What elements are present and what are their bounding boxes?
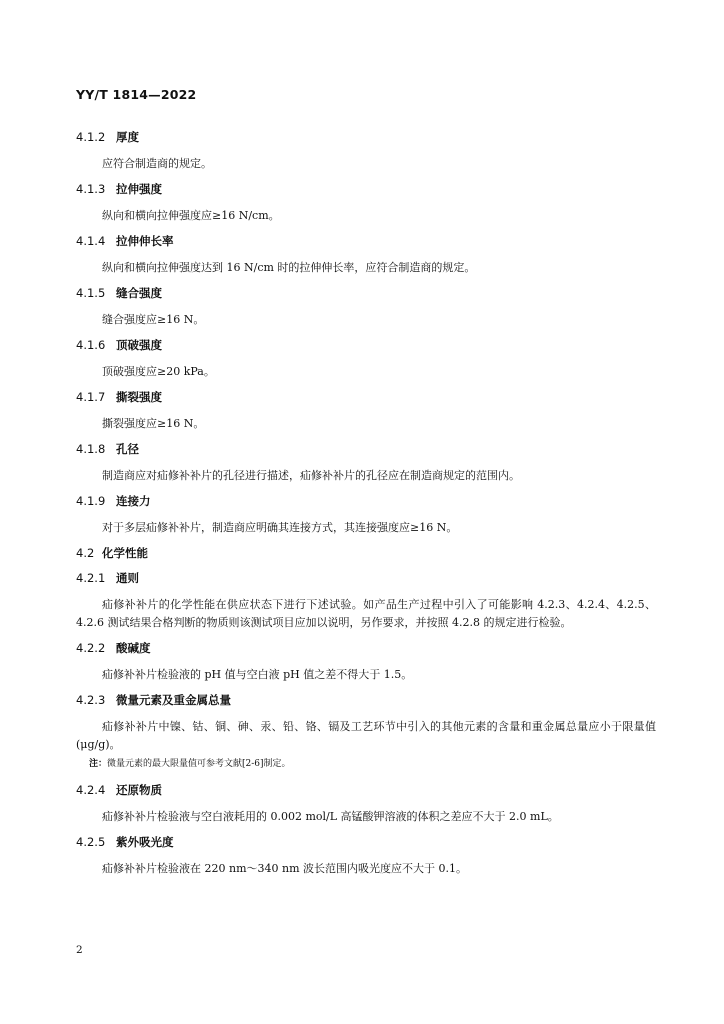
section-4-2-3	[76, 691, 656, 772]
section-text: 顶破强度应≥20 kPa。	[102, 365, 215, 378]
section-heading: 4.1.3 拉伸强度	[76, 182, 162, 196]
section-heading: 4.1.9 连接力	[76, 494, 151, 508]
section-heading: 4.2 化学性能	[76, 546, 148, 560]
section-4-2-2	[76, 639, 656, 684]
section-heading: 4.2.4 还原物质	[76, 783, 162, 797]
section-text: 疝修补补片的化学性能在供应状态下进行下述试验。如产品生产过程中引入了可能影响 4.2.3、4.2.4、4.2.5、4.2.6 测试结果合格判断的物质则该测试项目应加以说明，另作要求，并按照 4.2.8 的规定进行检验。	[76, 598, 656, 629]
section-text: 缝合强度应≥16 N。	[102, 313, 205, 326]
section-text: 疝修补补片中镍、钴、铜、砷、汞、铅、铬、镉及工艺环节中引入的其他元素的含量和重金属总量应小于限量值(μg/g)。	[76, 720, 656, 751]
document-body	[76, 128, 656, 878]
section-4-2-4	[76, 781, 656, 826]
section-heading: 4.2.3 微量元素及重金属总量	[76, 693, 231, 707]
standard-code-header: YY/T 1814—2022	[76, 87, 197, 102]
section-4-1-9	[76, 492, 656, 537]
section-text: 对于多层疝修补补片，制造商应明确其连接方式，其连接强度应≥16 N。	[102, 521, 458, 534]
section-text: 应符合制造商的规定。	[102, 157, 212, 170]
section-heading: 4.1.7 撕裂强度	[76, 390, 162, 404]
section-4-2	[76, 544, 656, 562]
note-label: 注：	[89, 759, 108, 769]
section-4-1-3	[76, 180, 656, 225]
section-text: 纵向和横向拉伸强度应≥16 N/cm。	[102, 209, 280, 222]
section-heading: 4.2.2 酸碱度	[76, 641, 151, 655]
section-text: 撕裂强度应≥16 N。	[102, 417, 205, 430]
section-text: 疝修补补片检验液在 220 nm～340 nm 波长范围内吸光度应不大于 0.1。	[102, 862, 467, 875]
section-text: 疝修补补片检验液与空白液耗用的 0.002 mol/L 高锰酸钾溶液的体积之差应不大于 2.0 mL。	[102, 810, 559, 823]
section-heading: 4.2.5 紫外吸光度	[76, 835, 174, 849]
section-text: 制造商应对疝修补补片的孔径进行描述，疝修补补片的孔径应在制造商规定的范围内。	[102, 469, 520, 482]
section-heading: 4.1.8 孔径	[76, 442, 139, 456]
section-heading: 4.1.4 拉伸伸长率	[76, 234, 174, 248]
section-4-1-7	[76, 388, 656, 433]
section-4-1-8	[76, 440, 656, 485]
section-4-1-2	[76, 128, 656, 173]
section-heading: 4.1.2 厚度	[76, 130, 139, 144]
section-4-1-5	[76, 284, 656, 329]
section-4-1-4	[76, 232, 656, 277]
section-heading: 4.1.5 缝合强度	[76, 286, 162, 300]
section-heading: 4.2.1 通则	[76, 571, 139, 585]
section-4-2-5	[76, 833, 656, 878]
section-heading: 4.1.6 顶破强度	[76, 338, 162, 352]
section-text: 纵向和横向拉伸强度达到 16 N/cm 时的拉伸伸长率，应符合制造商的规定。	[102, 261, 476, 274]
note-text: 微量元素的最大限量值可参考文献[2-6]制定。	[107, 759, 291, 769]
page-number: 2	[76, 944, 83, 956]
section-note	[76, 756, 656, 772]
section-4-2-1	[76, 569, 656, 632]
section-4-1-6	[76, 336, 656, 381]
section-text: 疝修补补片检验液的 pH 值与空白液 pH 值之差不得大于 1.5。	[102, 668, 413, 681]
